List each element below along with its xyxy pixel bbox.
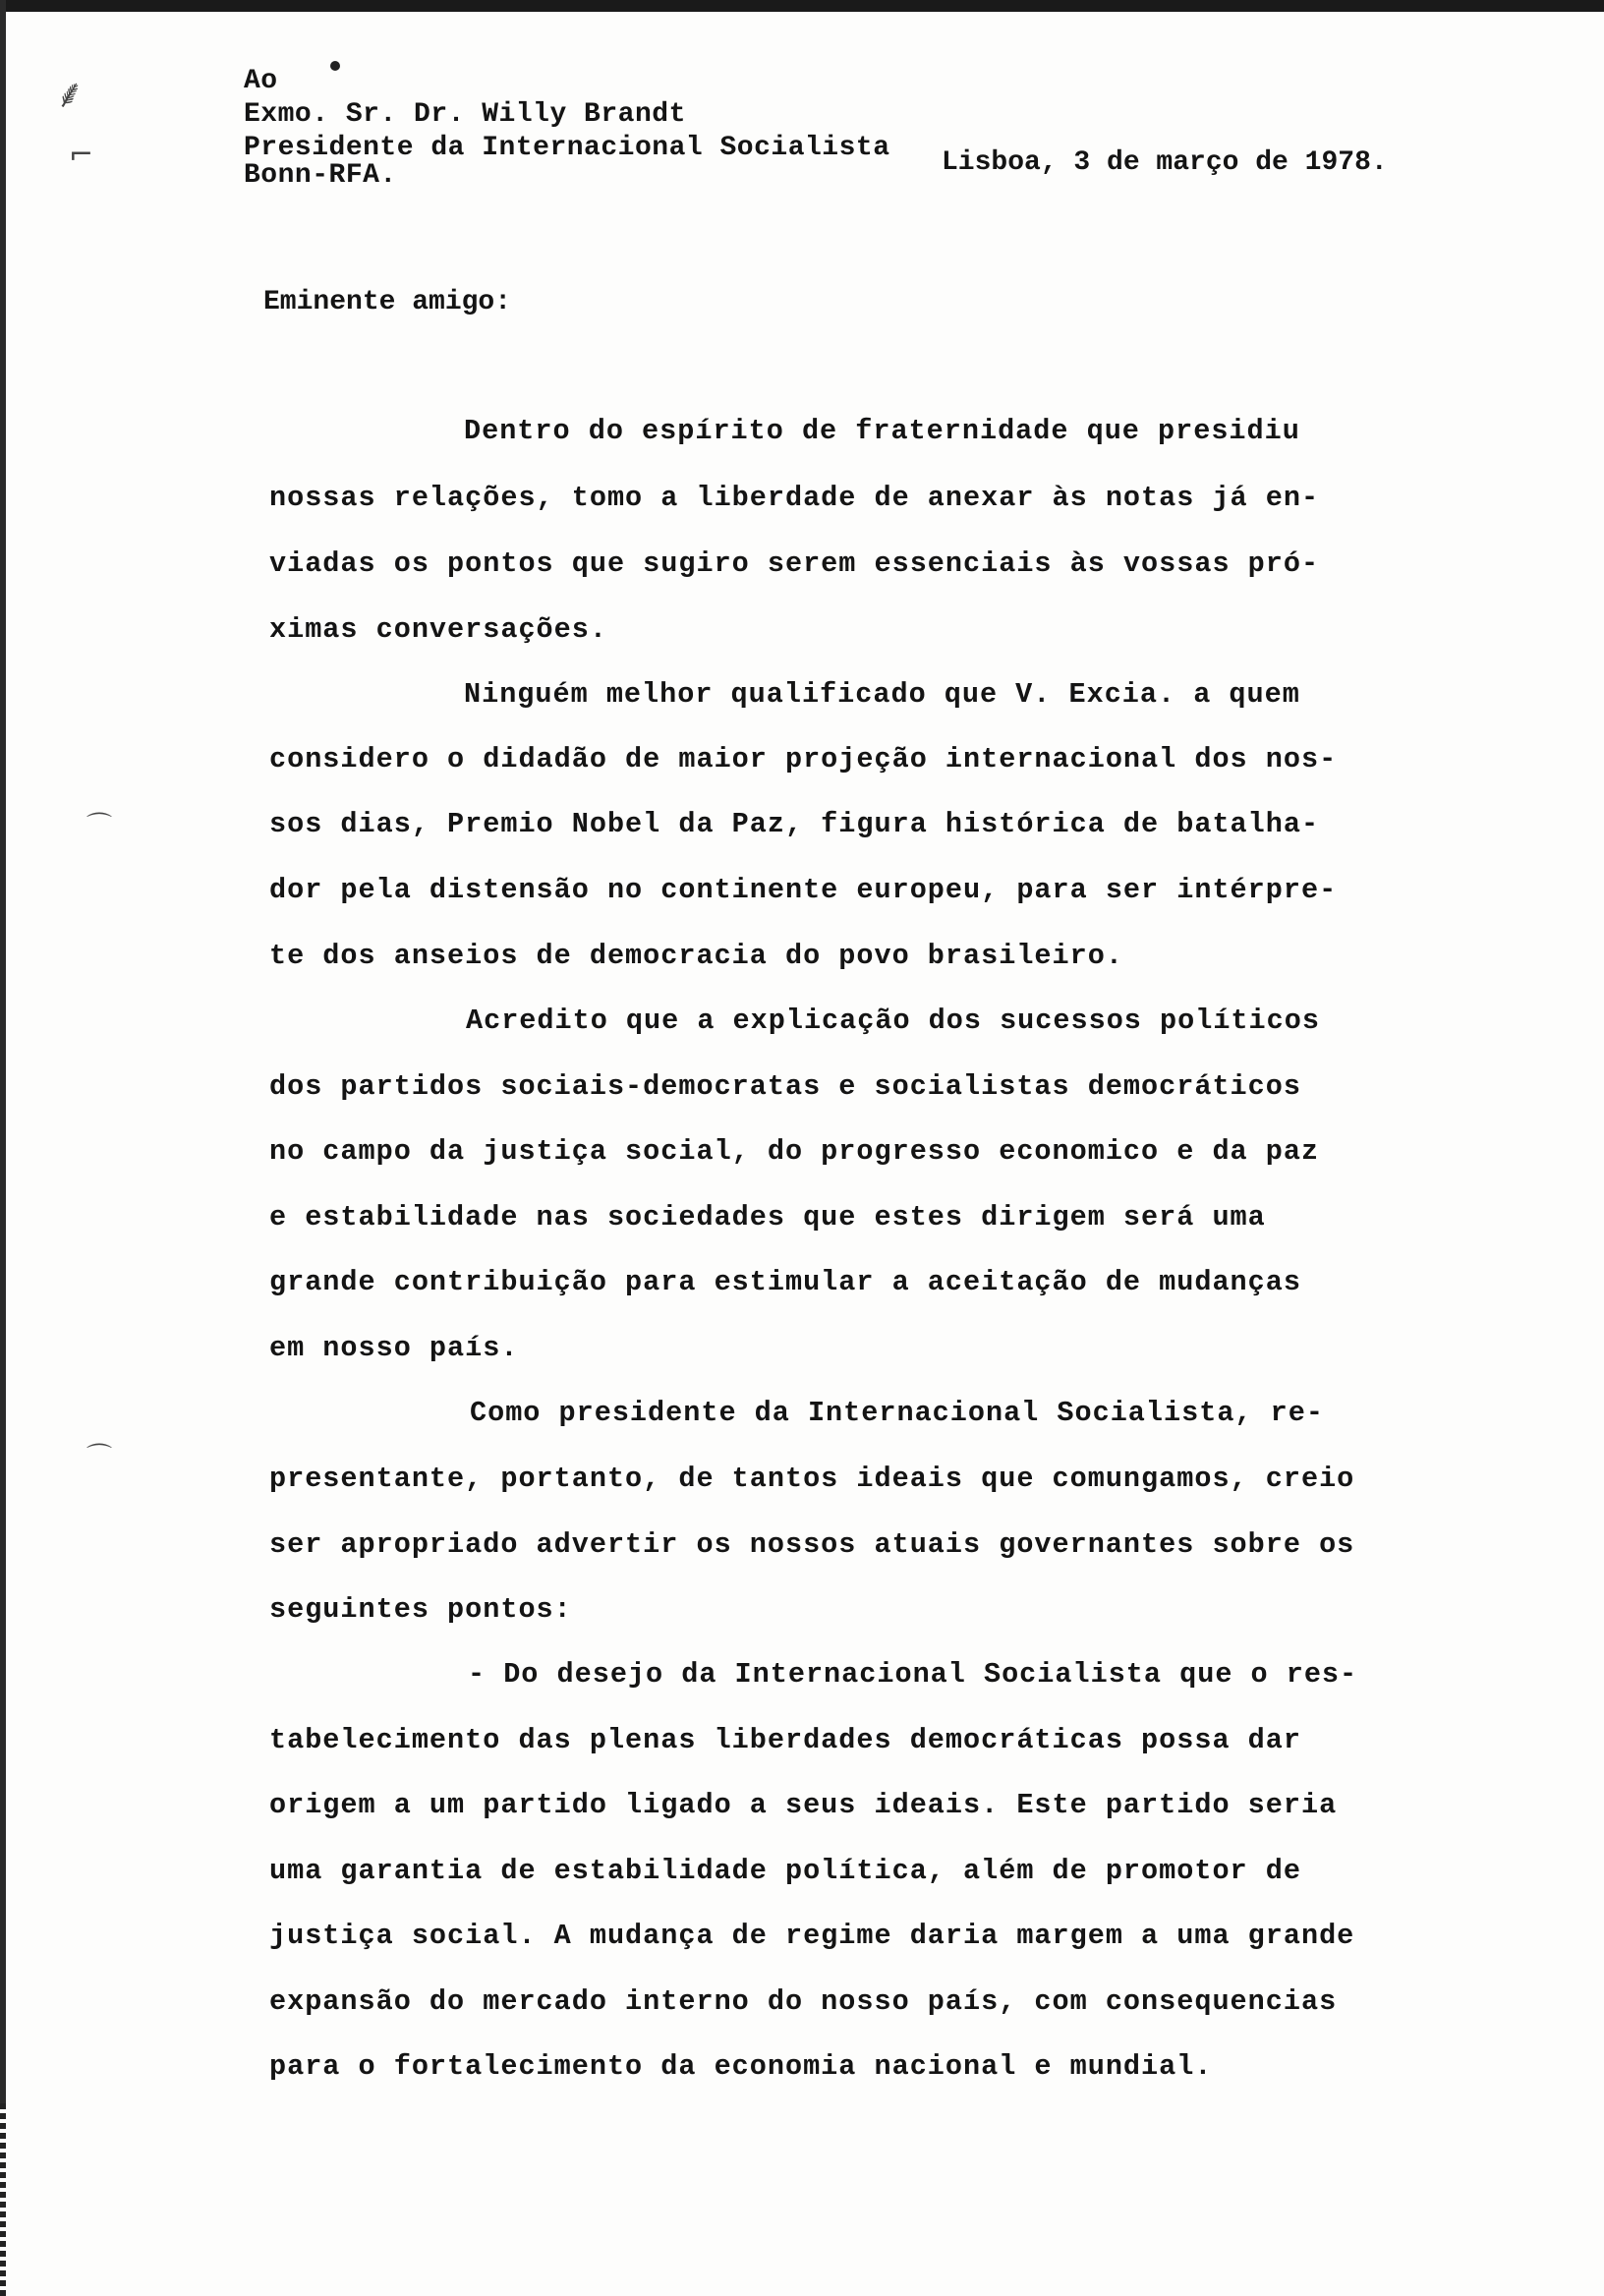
- body-line: sos dias, Premio Nobel da Paz, figura histórica de batalha-: [269, 808, 1320, 840]
- body-line: no campo da justiça social, do progresso economico e da paz: [269, 1135, 1320, 1168]
- body-line: dor pela distensão no continente europeu, para ser intérpre-: [269, 874, 1338, 906]
- body-line: - Do desejo da Internacional Socialista que o res-: [468, 1658, 1358, 1691]
- body-line: origem a um partido ligado a seus ideais. Este partido seria: [269, 1789, 1338, 1821]
- body-line: dos partidos sociais-democratas e socialistas democráticos: [269, 1070, 1301, 1103]
- body-line: presentante, portanto, de tantos ideais que comungamos, creio: [269, 1463, 1355, 1495]
- body-line: tabelecimento das plenas liberdades democráticas possa dar: [269, 1724, 1301, 1756]
- scan-border-perforation: [0, 2103, 6, 2296]
- binder-hole-mark: ⸙: [55, 72, 85, 117]
- body-line: uma garantia de estabilidade política, além de promotor de: [269, 1855, 1301, 1887]
- address-line: Presidente da Internacional Socialista: [244, 133, 890, 163]
- margin-mark: ⌒: [86, 812, 113, 841]
- salutation: Eminente amigo:: [263, 287, 512, 317]
- body-line: expansão do mercado interno do nosso país, com consequencias: [269, 1985, 1338, 2018]
- address-line: Exmo. Sr. Dr. Willy Brandt: [244, 99, 686, 130]
- binder-hole-mark: ⌐: [69, 138, 94, 172]
- body-line: considero o didadão de maior projeção internacional dos nos-: [269, 743, 1338, 775]
- address-line: Bonn-RFA.: [244, 160, 397, 191]
- scan-border-left: [0, 0, 6, 2296]
- address-line: Ao: [244, 66, 278, 96]
- body-line: para o fortalecimento da economia nacional e mundial.: [269, 2050, 1213, 2083]
- dateline: Lisboa, 3 de março de 1978.: [942, 147, 1388, 178]
- body-line: viadas os pontos que sugiro serem essenciais às vossas pró-: [269, 547, 1320, 580]
- body-line: seguintes pontos:: [269, 1593, 572, 1626]
- body-line: Acredito que a explicação dos sucessos políticos: [466, 1004, 1320, 1037]
- margin-mark: ⌒: [86, 1443, 113, 1472]
- body-line: justiça social. A mudança de regime daria margem a uma grande: [269, 1920, 1355, 1952]
- body-line: Como presidente da Internacional Socialista, re-: [470, 1397, 1324, 1429]
- body-line: e estabilidade nas sociedades que estes dirigem será uma: [269, 1201, 1266, 1234]
- body-line: Dentro do espírito de fraternidade que presidiu: [464, 415, 1300, 447]
- body-line: grande contribuição para estimular a aceitação de mudanças: [269, 1266, 1301, 1298]
- recipient-address: [244, 65, 890, 193]
- body-line: Ninguém melhor qualificado que V. Excia. a quem: [464, 678, 1300, 711]
- body-line: ximas conversações.: [269, 613, 607, 646]
- body-line: ser apropriado advertir os nossos atuais governantes sobre os: [269, 1528, 1355, 1561]
- body-line: te dos anseios de democracia do povo brasileiro.: [269, 940, 1123, 972]
- body-line: em nosso país.: [269, 1332, 519, 1364]
- scan-border-top: [0, 0, 1604, 12]
- body-line: nossas relações, tomo a liberdade de anexar às notas já en-: [269, 482, 1320, 514]
